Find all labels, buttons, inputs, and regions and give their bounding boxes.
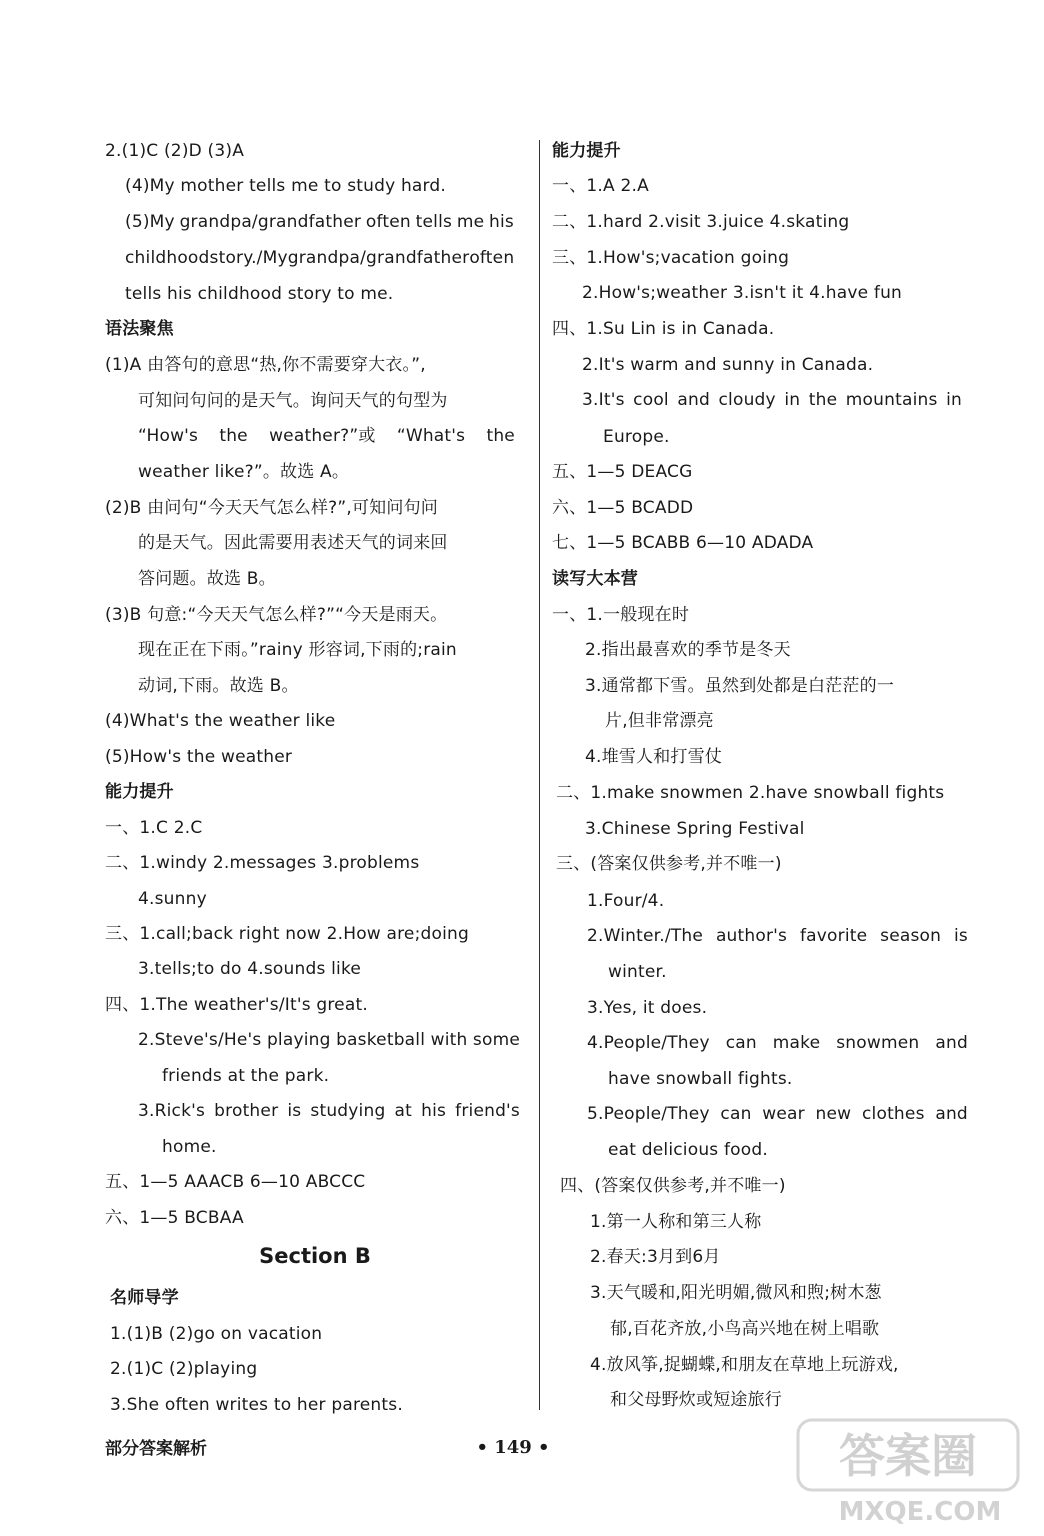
answer-line: home. <box>162 1137 217 1157</box>
answer-line: 2.Winter./The author's favorite season is <box>587 926 968 946</box>
answer-line: 1.Four/4. <box>587 891 665 911</box>
answer-line: 2.(1)C (2)D (3)A <box>105 141 245 161</box>
answer-line: 3.Chinese Spring Festival <box>585 819 805 839</box>
answer-line: 3.It's cool and cloudy in the mountains in <box>582 390 962 410</box>
answer-line: 3.tells;to do 4.sounds like <box>138 959 362 979</box>
section-heading: 能力提升 <box>105 782 174 802</box>
answer-line: (4)My mother tells me to study hard. <box>125 176 447 196</box>
answer-line: 的是天气。因此需要用表述天气的词来回 <box>138 533 448 553</box>
answer-line: 4.People/They can make snowmen and <box>587 1033 968 1053</box>
answer-line: 3.天气暖和,阳光明媚,微风和煦;树木葱 <box>590 1283 882 1303</box>
page-number: • 149 • <box>476 1437 550 1458</box>
answer-line: 3.通常都下雪。虽然到处都是白茫茫的一 <box>585 676 895 696</box>
answer-line: 二、1.make snowmen 2.have snowball fights <box>556 783 945 803</box>
answer-line: 答问题。故选 B。 <box>138 569 276 589</box>
answer-line: 2.指出最喜欢的季节是冬天 <box>585 640 791 660</box>
answer-line: 2.(1)C (2)playing <box>110 1359 258 1379</box>
answer-line: winter. <box>608 962 667 982</box>
answer-line: 3.Rick's brother is studying at his friend's <box>138 1101 520 1121</box>
answer-line: 四、(答案仅供参考,并不唯一) <box>560 1176 786 1196</box>
answer-line: 4.堆雪人和打雪仗 <box>585 747 723 767</box>
watermark-logo <box>790 1400 1030 1528</box>
answer-line: 四、1.Su Lin is in Canada. <box>552 319 775 339</box>
answer-line: (4)What's the weather like <box>105 711 336 731</box>
watermark-url: MXQE.COM <box>838 1497 1002 1527</box>
answer-line: 3.She often writes to her parents. <box>110 1395 403 1415</box>
answer-line: 一、1.A 2.A <box>552 176 649 196</box>
answer-line: friends at the park. <box>162 1066 330 1086</box>
answer-line: 动词,下雨。故选 B。 <box>138 676 299 696</box>
answer-line: 一、1.C 2.C <box>105 818 203 838</box>
answer-line: “How's the weather?”或 “What's the <box>138 426 515 446</box>
section-heading: 读写大本营 <box>552 569 638 589</box>
answer-line: 2.Steve's/He's playing basketball with some <box>138 1030 520 1050</box>
answer-line: 一、1.一般现在时 <box>552 605 690 625</box>
answer-line: 和父母野炊或短途旅行 <box>610 1390 782 1410</box>
answer-line: 六、1—5 BCBAA <box>105 1208 244 1228</box>
answer-line: tells his childhood story to me. <box>125 284 394 304</box>
answer-line: (3)B 句意:“今天天气怎么样?”“今天是雨天。 <box>105 605 448 625</box>
section-heading: 能力提升 <box>552 141 621 161</box>
answer-line: (5)My grandpa/grandfather often tells me his <box>125 212 514 232</box>
section-heading: 名师导学 <box>110 1288 179 1308</box>
answer-line: 可知问句问的是天气。询问天气的句型为 <box>138 391 448 411</box>
answer-line: 现在正在下雨。”rainy 形容词,下雨的;rain <box>138 640 457 660</box>
watermark-text: 答案圈 <box>839 1429 977 1483</box>
answer-line: 5.People/They can wear new clothes and <box>587 1104 968 1124</box>
answer-line: 2.How's;weather 3.isn't it 4.have fun <box>582 283 903 303</box>
answer-line: 郁,百花齐放,小鸟高兴地在树上唱歌 <box>610 1319 880 1339</box>
answer-line: 二、1.windy 2.messages 3.problems <box>105 853 420 873</box>
section-title: Section B <box>259 1244 371 1268</box>
answer-line: (5)How's the weather <box>105 747 293 767</box>
answer-line: Europe. <box>603 427 670 447</box>
answer-line: eat delicious food. <box>608 1140 768 1160</box>
answer-line: 三、(答案仅供参考,并不唯一) <box>556 854 782 874</box>
answer-line: (1)A 由答句的意思“热,你不需要穿大衣。”, <box>105 355 426 375</box>
answer-line: 五、1—5 DEACG <box>552 462 693 482</box>
answer-line: 六、1—5 BCADD <box>552 498 694 518</box>
answer-line: 1.(1)B (2)go on vacation <box>110 1324 323 1344</box>
answer-line: 3.Yes, it does. <box>587 998 708 1018</box>
answer-line: 三、1.call;back right now 2.How are;doing <box>105 924 470 944</box>
answer-line: 4.放风筝,捉蝴蝶,和朋友在草地上玩游戏, <box>590 1355 899 1375</box>
answer-line: 2.春天:3月到6月 <box>590 1247 721 1267</box>
answer-line: weather like?”。故选 A。 <box>138 462 350 482</box>
section-heading: 语法聚焦 <box>105 319 174 339</box>
footer-title: 部分答案解析 <box>105 1439 207 1459</box>
column-divider <box>539 140 540 1410</box>
answer-line: 2.It's warm and sunny in Canada. <box>582 355 874 375</box>
answer-line: 四、1.The weather's/It's great. <box>105 995 368 1015</box>
answer-line: 4.sunny <box>138 889 207 909</box>
answer-line: childhood story./My grandpa/grandfather often <box>125 248 515 268</box>
answer-line: (2)B 由问句“今天天气怎么样?”,可知问句问 <box>105 498 438 518</box>
answer-line: 1.第一人称和第三人称 <box>590 1212 762 1232</box>
answer-line: 二、1.hard 2.visit 3.juice 4.skating <box>552 212 850 232</box>
answer-line: 七、1—5 BCABB 6—10 ADADA <box>552 533 814 553</box>
answer-line: have snowball fights. <box>608 1069 793 1089</box>
answer-line: 五、1—5 AAACB 6—10 ABCCC <box>105 1172 366 1192</box>
answer-line: 三、1.How's;vacation going <box>552 248 790 268</box>
answer-line: 片,但非常漂亮 <box>605 711 714 731</box>
